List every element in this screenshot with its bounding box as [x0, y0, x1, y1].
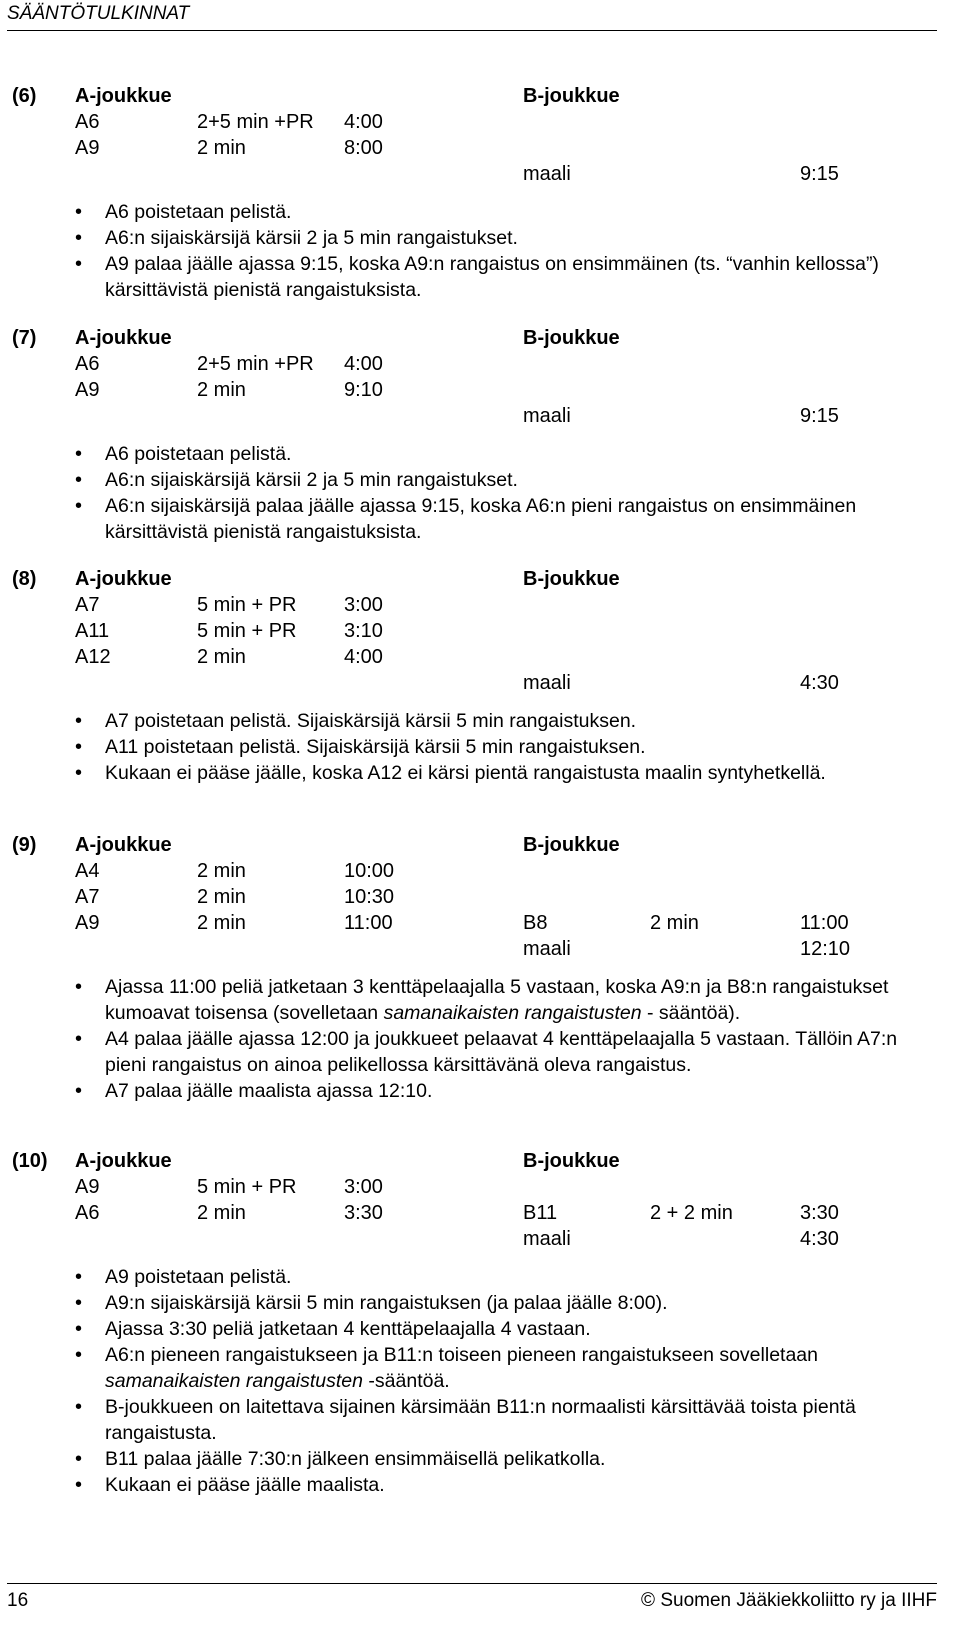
explanation-text: -sääntöä. — [363, 1370, 450, 1392]
bullet-icon: • — [75, 1292, 83, 1314]
b-entry: maali — [523, 163, 571, 185]
bullet-icon: • — [75, 736, 83, 758]
section-heading — [0, 1148, 960, 1174]
a-player: A7 — [75, 594, 100, 616]
rule-name-emphasis: samanaikaisten rangaistusten — [105, 1370, 363, 1392]
a-team-heading: A-joukkue — [75, 1150, 172, 1172]
a-penalty: 2+5 min +PR — [197, 111, 314, 133]
explanation-item — [0, 974, 960, 1026]
a-player: A9 — [75, 912, 100, 934]
b-penalty: 2 + 2 min — [650, 1202, 733, 1224]
a-player: A6 — [75, 353, 100, 375]
a-player: A9 — [75, 1176, 100, 1198]
a-team-heading: A-joukkue — [75, 327, 172, 349]
b-time: 11:00 — [800, 912, 849, 934]
explanation-item — [0, 708, 960, 734]
explanation-item — [0, 199, 960, 225]
penalty-row — [0, 377, 960, 403]
example-number: (7) — [12, 327, 37, 349]
b-entry: B8 — [523, 912, 548, 934]
penalty-row — [0, 644, 960, 670]
a-time: 3:00 — [344, 594, 383, 616]
explanation-item — [0, 493, 960, 545]
explanation-item — [0, 1446, 960, 1472]
section-heading — [0, 83, 960, 109]
explanation-list — [0, 1264, 960, 1498]
a-penalty: 2 min — [197, 379, 246, 401]
b-time: 4:30 — [800, 1228, 839, 1250]
a-time: 8:00 — [344, 137, 383, 159]
bullet-icon: • — [75, 1396, 83, 1418]
a-penalty: 2 min — [197, 646, 246, 668]
bullet-icon: • — [75, 495, 83, 517]
a-penalty: 5 min + PR — [197, 620, 297, 642]
explanation-text: B11 palaa jäälle 7:30:n jälkeen ensimmäisellä pelikatkolla. — [105, 1448, 606, 1470]
explanation-item — [0, 1394, 960, 1446]
b-entry: maali — [523, 405, 571, 427]
footer-divider — [7, 1583, 937, 1584]
bullet-icon: • — [75, 227, 83, 249]
b-team-heading: B-joukkue — [523, 1150, 620, 1172]
a-player: A11 — [75, 620, 110, 642]
penalty-row — [0, 161, 960, 187]
a-penalty: 2 min — [197, 912, 246, 934]
example-section — [0, 83, 960, 303]
penalty-row — [0, 109, 960, 135]
penalty-row — [0, 1226, 960, 1252]
footer-copyright: © Suomen Jääkiekkoliitto ry ja IIHF — [641, 1590, 937, 1611]
explanation-item — [0, 1472, 960, 1498]
explanation-text: A7 palaa jäälle maalista ajassa 12:10. — [105, 1080, 433, 1102]
a-player: A7 — [75, 886, 100, 908]
section-heading — [0, 832, 960, 858]
section-heading — [0, 325, 960, 351]
explanation-text: B-joukkueen on laitettava sijainen kärsimään B11:n normaalisti kärsittävää toista pientä rangaistusta. — [105, 1396, 856, 1444]
penalty-row — [0, 1174, 960, 1200]
bullet-icon: • — [75, 1080, 83, 1102]
explanation-list — [0, 441, 960, 545]
example-number: (9) — [12, 834, 37, 856]
a-player: A12 — [75, 646, 111, 668]
explanation-text: A6 poistetaan pelistä. — [105, 443, 292, 465]
a-time: 9:10 — [344, 379, 383, 401]
explanation-text: - sääntöä). — [641, 1002, 741, 1024]
b-team-heading: B-joukkue — [523, 85, 620, 107]
page-header-title: SÄÄNTÖTULKINNAT — [7, 3, 190, 24]
penalty-row — [0, 403, 960, 429]
a-time: 3:10 — [344, 620, 383, 642]
a-time: 4:00 — [344, 111, 383, 133]
a-player: A4 — [75, 860, 100, 882]
explanation-item — [0, 1290, 960, 1316]
bullet-icon: • — [75, 976, 83, 998]
bullet-icon: • — [75, 469, 83, 491]
bullet-icon: • — [75, 710, 83, 732]
explanation-list — [0, 708, 960, 786]
a-time: 4:00 — [344, 353, 383, 375]
b-time: 12:10 — [800, 938, 851, 960]
bullet-icon: • — [75, 1266, 83, 1288]
explanation-item — [0, 1078, 960, 1104]
a-player: A6 — [75, 111, 100, 133]
a-time: 3:00 — [344, 1176, 383, 1198]
example-number: (6) — [12, 85, 37, 107]
example-section — [0, 1148, 960, 1498]
explanation-item — [0, 441, 960, 467]
explanation-text: A6 poistetaan pelistä. — [105, 201, 292, 223]
a-team-heading: A-joukkue — [75, 85, 172, 107]
explanation-text: Kukaan ei pääse jäälle, koska A12 ei kärsi pientä rangaistusta maalin syntyhetkellä. — [105, 762, 826, 784]
explanation-text: A9 poistetaan pelistä. — [105, 1266, 292, 1288]
b-time: 9:15 — [800, 405, 839, 427]
b-time: 4:30 — [800, 672, 839, 694]
b-team-heading: B-joukkue — [523, 568, 620, 590]
explanation-text: Ajassa 11:00 peliä jatketaan 3 kenttäpelaajalla 5 vastaan, koska A9:n ja B8:n rangaistukset kumoavat toisensa (sovelletaan — [105, 976, 889, 1024]
penalty-row — [0, 910, 960, 936]
penalty-row — [0, 884, 960, 910]
a-time: 4:00 — [344, 646, 383, 668]
a-time: 10:00 — [344, 860, 395, 882]
penalty-row — [0, 1200, 960, 1226]
explanation-item — [0, 225, 960, 251]
a-time: 10:30 — [344, 886, 395, 908]
example-number: (10) — [12, 1150, 48, 1172]
a-penalty: 2 min — [197, 137, 246, 159]
explanation-item — [0, 467, 960, 493]
penalty-row — [0, 670, 960, 696]
b-entry: maali — [523, 938, 571, 960]
a-penalty: 5 min + PR — [197, 1176, 297, 1198]
b-time: 9:15 — [800, 163, 839, 185]
a-player: A6 — [75, 1202, 100, 1224]
explanation-text: Ajassa 3:30 peliä jatketaan 4 kenttäpelaajalla 4 vastaan. — [105, 1318, 591, 1340]
bullet-icon: • — [75, 1028, 83, 1050]
example-number: (8) — [12, 568, 37, 590]
bullet-icon: • — [75, 1474, 83, 1496]
b-entry: maali — [523, 672, 571, 694]
explanation-item — [0, 1264, 960, 1290]
penalty-row — [0, 592, 960, 618]
explanation-text: A9 palaa jäälle ajassa 9:15, koska A9:n rangaistus on ensimmäinen (ts. “vanhin kellossa”) kärsittävistä pienistä rangaistuksista. — [105, 253, 879, 301]
bullet-icon: • — [75, 443, 83, 465]
explanation-list — [0, 974, 960, 1104]
explanation-item — [0, 760, 960, 786]
explanation-text: A11 poistetaan pelistä. Sijaiskärsijä kärsii 5 min rangaistuksen. — [105, 736, 646, 758]
explanation-text: A6:n sijaiskärsijä kärsii 2 ja 5 min rangaistukset. — [105, 227, 518, 249]
explanation-item — [0, 1342, 960, 1394]
a-penalty: 2 min — [197, 886, 246, 908]
b-time: 3:30 — [800, 1202, 839, 1224]
b-entry: maali — [523, 1228, 571, 1250]
explanation-item — [0, 1316, 960, 1342]
a-penalty: 2 min — [197, 1202, 246, 1224]
bullet-icon: • — [75, 253, 83, 275]
explanation-text: A6:n sijaiskärsijä kärsii 2 ja 5 min rangaistukset. — [105, 469, 518, 491]
penalty-row — [0, 135, 960, 161]
explanation-item — [0, 251, 960, 303]
rule-name-emphasis: samanaikaisten rangaistusten — [383, 1002, 642, 1024]
b-team-heading: B-joukkue — [523, 327, 620, 349]
bullet-icon: • — [75, 201, 83, 223]
explanation-list — [0, 199, 960, 303]
bullet-icon: • — [75, 1448, 83, 1470]
bullet-icon: • — [75, 1344, 83, 1366]
example-section — [0, 566, 960, 786]
bullet-icon: • — [75, 1318, 83, 1340]
a-time: 3:30 — [344, 1202, 383, 1224]
a-penalty: 5 min + PR — [197, 594, 297, 616]
a-penalty: 2 min — [197, 860, 246, 882]
explanation-text: A9:n sijaiskärsijä kärsii 5 min rangaistuksen (ja palaa jäälle 8:00). — [105, 1292, 668, 1314]
explanation-item — [0, 734, 960, 760]
bullet-icon: • — [75, 762, 83, 784]
a-team-heading: A-joukkue — [75, 834, 172, 856]
explanation-text: A6:n pieneen rangaistukseen ja B11:n toiseen pieneen rangaistukseen sovelletaan — [105, 1344, 818, 1366]
penalty-row — [0, 858, 960, 884]
b-penalty: 2 min — [650, 912, 699, 934]
a-penalty: 2+5 min +PR — [197, 353, 314, 375]
a-team-heading: A-joukkue — [75, 568, 172, 590]
section-heading — [0, 566, 960, 592]
b-entry: B11 — [523, 1202, 558, 1224]
explanation-text: A4 palaa jäälle ajassa 12:00 ja joukkueet pelaavat 4 kenttäpelaajalla 5 vastaan. Tällöin A7:n pieni rangaistus on ainoa pelikellossa kärsittävänä oleva rangaistus. — [105, 1028, 898, 1076]
penalty-row — [0, 936, 960, 962]
penalty-row — [0, 351, 960, 377]
explanation-text: Kukaan ei pääse jäälle maalista. — [105, 1474, 385, 1496]
page-number: 16 — [7, 1590, 29, 1611]
example-section — [0, 832, 960, 1104]
a-time: 11:00 — [344, 912, 393, 934]
penalty-row — [0, 618, 960, 644]
explanation-item — [0, 1026, 960, 1078]
a-player: A9 — [75, 137, 100, 159]
explanation-text: A7 poistetaan pelistä. Sijaiskärsijä kärsii 5 min rangaistuksen. — [105, 710, 637, 732]
a-player: A9 — [75, 379, 100, 401]
example-section — [0, 325, 960, 545]
explanation-text: A6:n sijaiskärsijä palaa jäälle ajassa 9:15, koska A6:n pieni rangaistus on ensimmäinen kärsittävistä pienistä rangaistuksista. — [105, 495, 857, 543]
b-team-heading: B-joukkue — [523, 834, 620, 856]
header-divider — [7, 30, 937, 31]
